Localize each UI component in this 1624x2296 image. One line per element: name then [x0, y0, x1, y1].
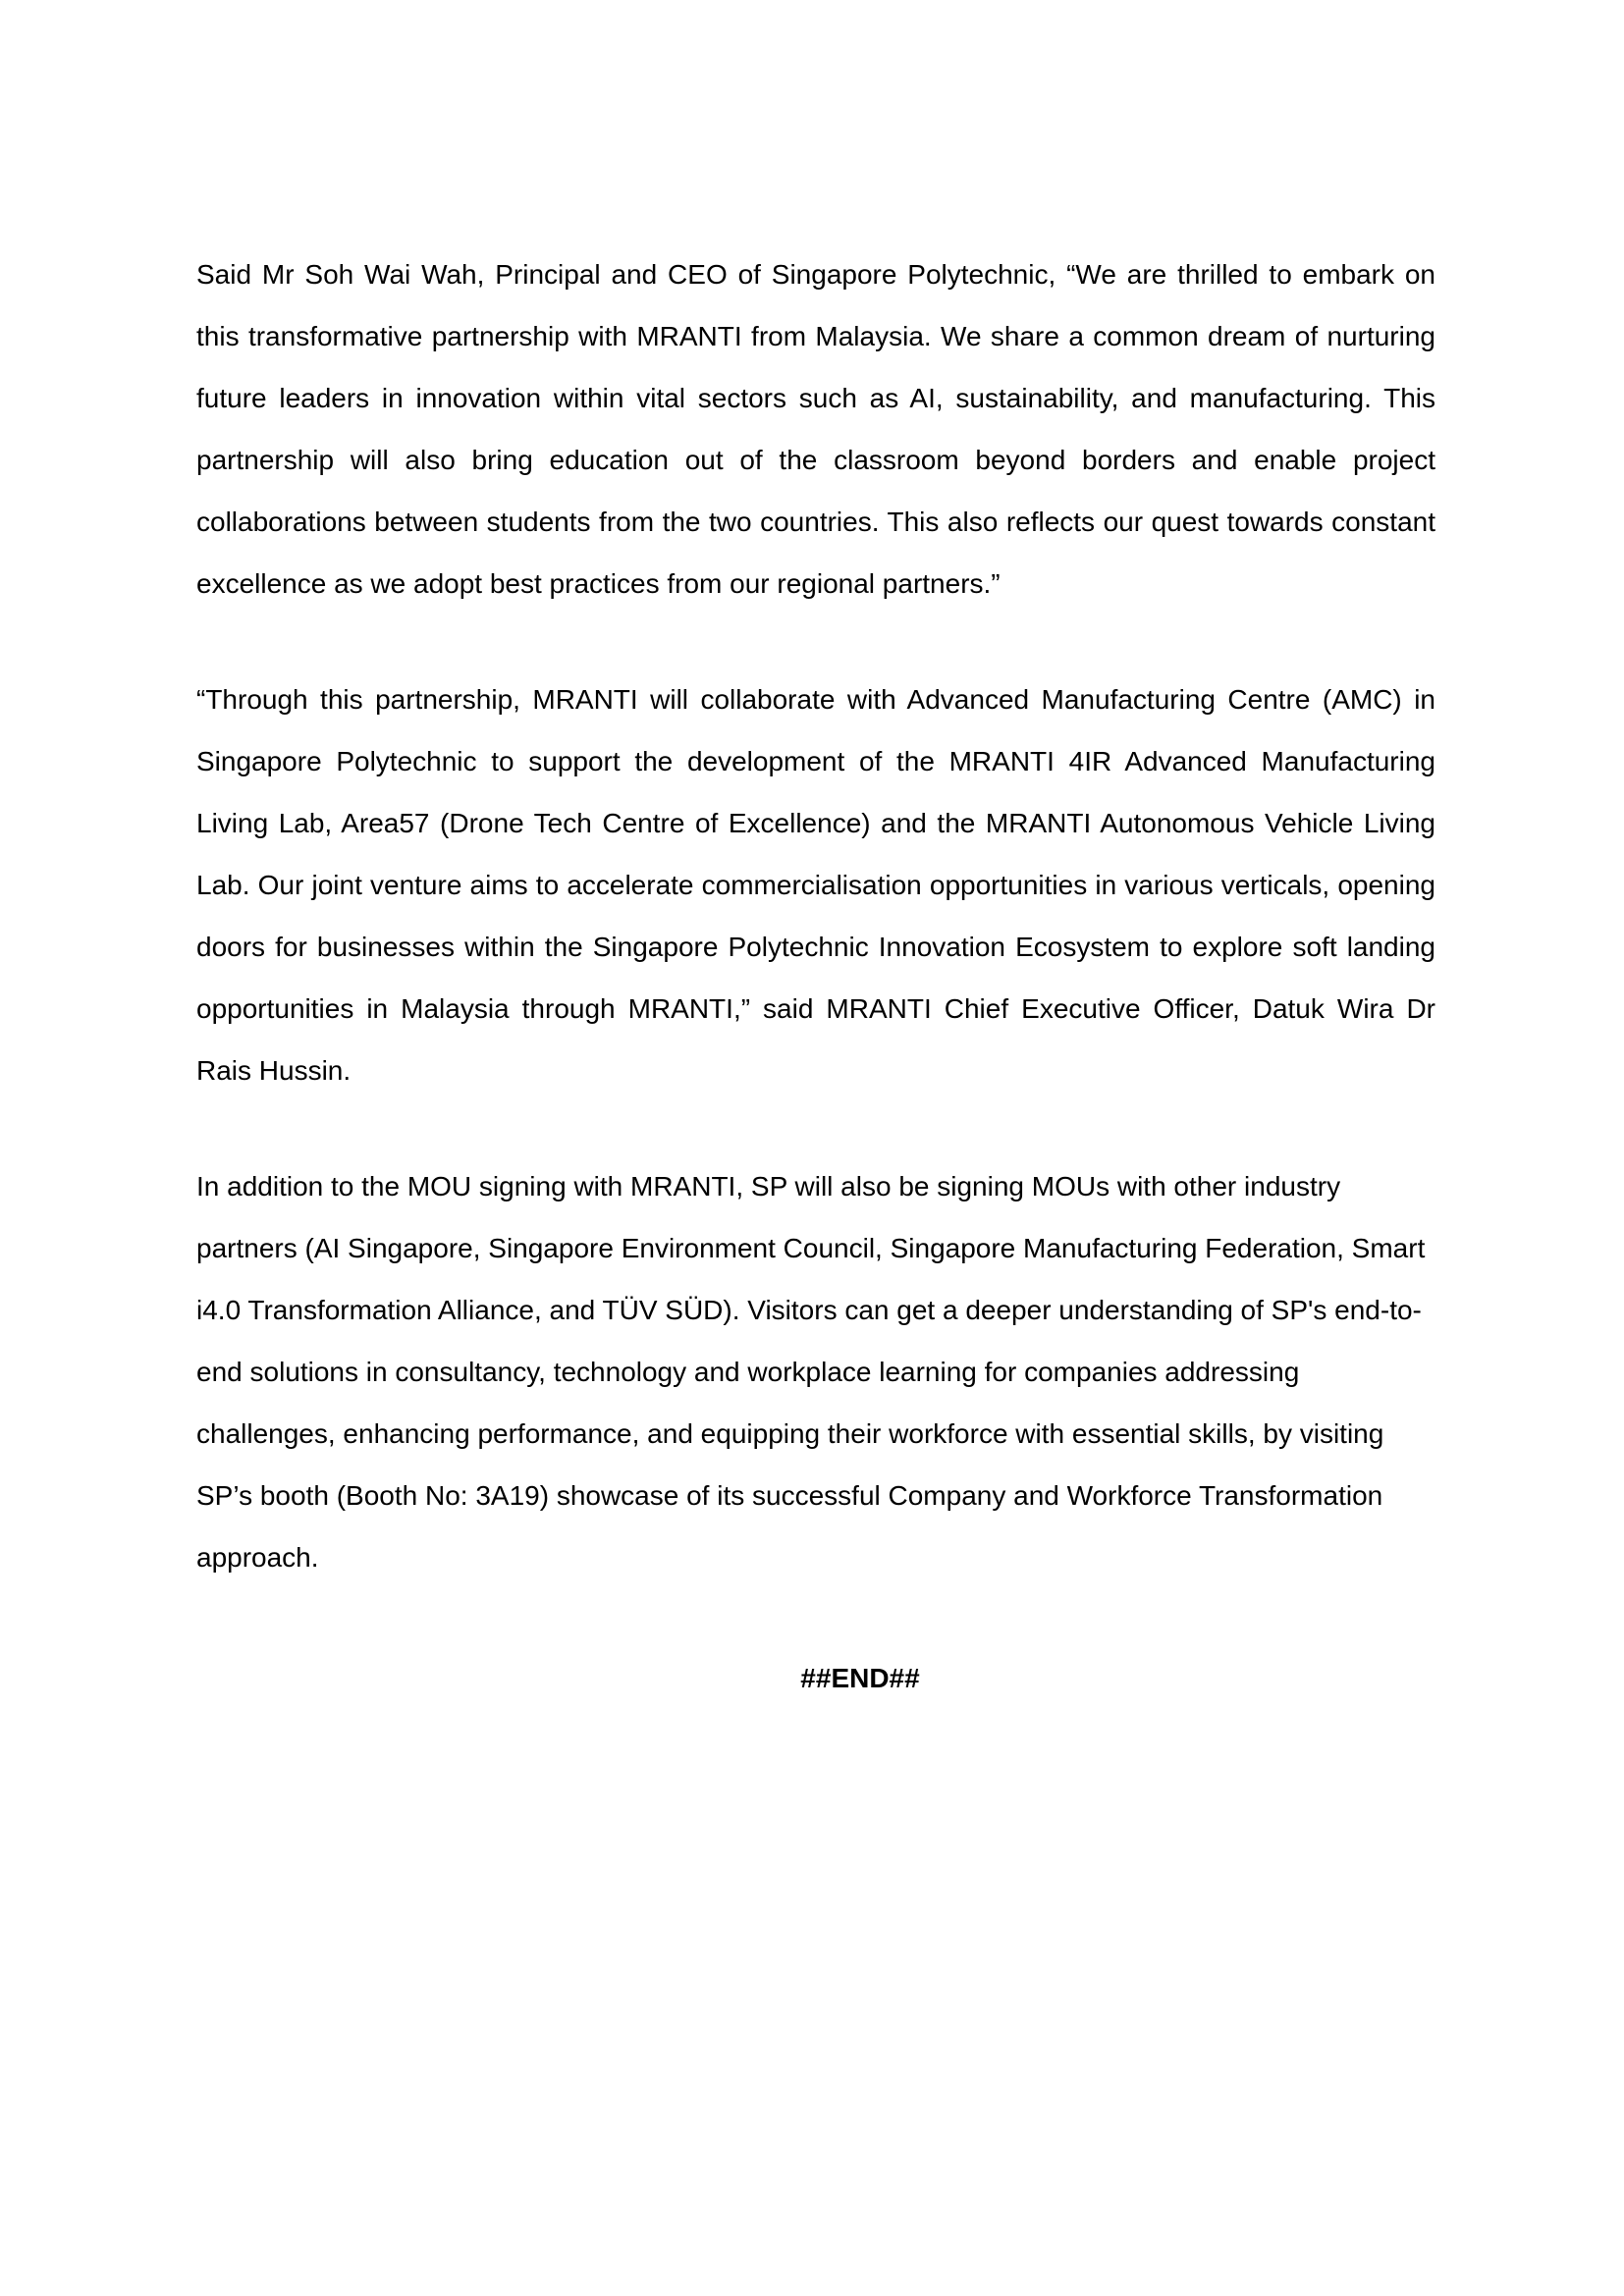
- paragraph-mranti-quote: “Through this partnership, MRANTI will collaborate with Advanced Manufacturing Centre (AMC) in Singapore Polytechnic to support the development of the MRANTI 4IR Advanced Manufacturing Living Lab, Area57 (Drone Tech Centre of Excellence) and the MRANTI Autonomous Vehicle Living Lab. Our joint venture aims to accelerate commercialisation opportunities in various verticals, opening doors for businesses within the Singapore Polytechnic Innovation Ecosystem to explore soft landing opportunities in Malaysia through MRANTI,” said MRANTI Chief Executive Officer, Datuk Wira Dr Rais Hussin.: [196, 684, 1435, 1086]
- document-body: [196, 243, 1435, 1709]
- end-marker: ##END##: [800, 1663, 920, 1693]
- paragraph-soh-wai-wah-quote: Said Mr Soh Wai Wah, Principal and CEO of Singapore Polytechnic, “We are thrilled to embark on this transformative partnership with MRANTI from Malaysia. We share a common dream of nurturing future leaders in innovation within vital sectors such as AI, sustainability, and manufacturing. This partnership will also bring education out of the classroom beyond borders and enable project collaborations between students from the two countries. This also reflects our quest towards constant excellence as we adopt best practices from our regional partners.”: [196, 259, 1435, 599]
- paragraph-mou-signing: In addition to the MOU signing with MRANTI, SP will also be signing MOUs with other industry partners (AI Singapore, Singapore Environment Council, Singapore Manufacturing Federation, Smart i4.0 Transformation Alliance, and TÜV SÜD). Visitors can get a deeper understanding of SP's end-to-end solutions in consultancy, technology and workplace learning for companies addressing challenges, enhancing performance, and equipping their workforce with essential skills, by visiting SP’s booth (Booth No: 3A19) showcase of its successful Company and Workforce Transformation approach.: [196, 1171, 1426, 1573]
